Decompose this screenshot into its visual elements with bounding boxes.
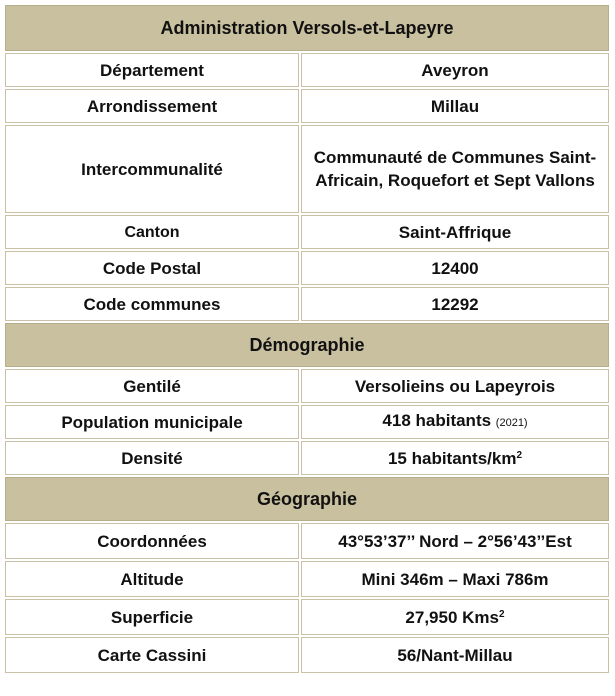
densite-value: 15 habitants/km bbox=[387, 448, 517, 468]
table-row bbox=[5, 561, 609, 597]
demographie-title: Démographie bbox=[5, 323, 609, 367]
densite-label: Densité bbox=[5, 441, 299, 475]
code-communes-label: Code communes bbox=[5, 287, 299, 321]
geographie-title: Géographie bbox=[5, 477, 609, 521]
table-row bbox=[5, 251, 609, 285]
carte-cassini-value: 56/Nant-Millau bbox=[301, 637, 609, 673]
code-communes-value: 12292 bbox=[301, 287, 609, 321]
code-postal-value: 12400 bbox=[301, 251, 609, 285]
table-row bbox=[5, 215, 609, 249]
superficie-value-cell bbox=[301, 599, 609, 635]
superficie-value: 27,950 Kms bbox=[405, 607, 499, 627]
code-postal-label: Code Postal bbox=[5, 251, 299, 285]
commune-info-table bbox=[3, 3, 611, 675]
population-year: (2021) bbox=[495, 417, 528, 429]
table-row bbox=[5, 599, 609, 635]
table-row bbox=[5, 287, 609, 321]
table-row bbox=[5, 125, 609, 213]
administration-title: Administration Versols-et-Lapeyre bbox=[5, 5, 609, 51]
table-row bbox=[5, 441, 609, 475]
section-header-row bbox=[5, 477, 609, 521]
intercommunalite-label: Intercommunalité bbox=[5, 125, 299, 213]
arrondissement-label: Arrondissement bbox=[5, 89, 299, 123]
canton-value: Saint-Affrique bbox=[301, 215, 609, 249]
gentile-value: Versolieins ou Lapeyrois bbox=[301, 369, 609, 403]
table-row bbox=[5, 53, 609, 87]
densite-exponent: 2 bbox=[516, 449, 523, 461]
altitude-value: Mini 346m – Maxi 786m bbox=[301, 561, 609, 597]
superficie-label: Superficie bbox=[5, 599, 299, 635]
table-row bbox=[5, 523, 609, 559]
coordonnees-value: 43°53’37’’ Nord – 2°56’43’’Est bbox=[301, 523, 609, 559]
carte-cassini-label: Carte Cassini bbox=[5, 637, 299, 673]
gentile-label: Gentilé bbox=[5, 369, 299, 403]
population-label: Population municipale bbox=[5, 405, 299, 439]
intercommunalite-value: Communauté de Communes Saint-Africain, Roquefort et Sept Vallons bbox=[301, 125, 609, 213]
arrondissement-value: Millau bbox=[301, 89, 609, 123]
densite-value-cell bbox=[301, 441, 609, 475]
table-row bbox=[5, 405, 609, 439]
table-row bbox=[5, 89, 609, 123]
coordonnees-label: Coordonnées bbox=[5, 523, 299, 559]
section-header-row bbox=[5, 5, 609, 51]
population-value-cell bbox=[301, 405, 609, 439]
altitude-label: Altitude bbox=[5, 561, 299, 597]
table-row bbox=[5, 637, 609, 673]
departement-label: Département bbox=[5, 53, 299, 87]
population-value: 418 habitants bbox=[382, 411, 492, 430]
superficie-exponent: 2 bbox=[499, 608, 505, 620]
canton-label: Canton bbox=[5, 215, 299, 249]
table-row bbox=[5, 369, 609, 403]
section-header-row bbox=[5, 323, 609, 367]
departement-value: Aveyron bbox=[301, 53, 609, 87]
